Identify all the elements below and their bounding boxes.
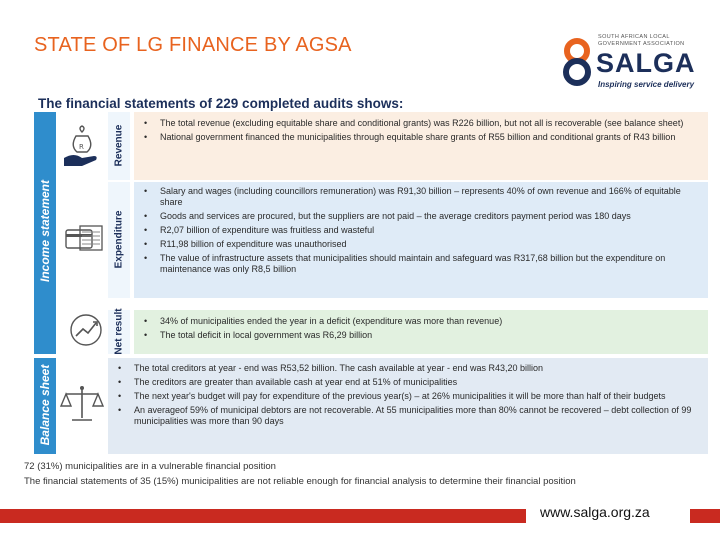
logo-wordmark: SALGA [596, 48, 696, 78]
cash-card-icon [64, 222, 106, 258]
balance-item: • The creditors are greater than available cash at year end at 51% of municipalities [112, 377, 700, 388]
headline: The financial statements of 229 completed audits shows: [38, 96, 404, 111]
revenue-box [134, 112, 708, 180]
money-bag-hand-icon [62, 124, 106, 168]
revenue-item: • The total revenue (excluding equitable share and conditional grants) was R226 billion, but not all is recoverable (see balance sheet) [138, 118, 700, 129]
net-result-box [134, 310, 708, 354]
net-result-label-text: Net result [113, 308, 125, 355]
expenditure-item: • The value of infrastructure assets that municipalities should maintain and safeguard was R317,68 billion but the expenditure on maintenance was only R8,5 billion [138, 253, 700, 275]
balance-sheet-label: Balance sheet [38, 364, 52, 446]
net-result-item: • 34% of municipalities ended the year in a deficit (expenditure was more than revenue) [138, 316, 700, 327]
reliability-summary: The financial statements of 35 (15%) municipalities are not reliable enough for financial analysis to determine their financial position [24, 476, 576, 487]
logo-small-text: SOUTH AFRICAN LOCAL GOVERNMENT ASSOCIATION [598, 34, 685, 47]
salga-logo [562, 34, 702, 94]
expenditure-item: • Goods and services are procured, but the suppliers are not paid – the average creditors payment period was 180 days [138, 211, 700, 222]
balance-sheet-bar [34, 358, 56, 454]
balance-scale-icon [60, 384, 104, 424]
net-result-item: • The total deficit in local government was R6,29 billion [138, 330, 700, 341]
balance-item: • The total creditors at year - end was R53,52 billion. The cash available at year - end was R43,20 billion [112, 363, 700, 374]
income-statement-bar [34, 112, 56, 354]
salga-s-mark-icon [562, 38, 592, 86]
vulnerable-summary: 72 (31%) municipalities are in a vulnerable financial position [24, 461, 276, 472]
expenditure-section-label [108, 182, 130, 298]
expenditure-item: • R11,98 billion of expenditure was unauthorised [138, 239, 700, 250]
footer-red-line-left [0, 509, 526, 523]
footer-red-line-right [690, 509, 720, 523]
svg-text:R: R [79, 143, 84, 151]
income-statement-label: Income statement [38, 179, 52, 283]
logo-tagline: Inspiring service delivery [598, 80, 695, 89]
revenue-item: • National government financed the municipalities through equitable share grants of R55 billion and conditional grants of R43 billion [138, 132, 700, 143]
slide-title: STATE OF LG FINANCE BY AGSA [34, 34, 352, 56]
expenditure-item: • R2,07 billion of expenditure was fruitless and wasteful [138, 225, 700, 236]
expenditure-label-text: Expenditure [113, 210, 125, 269]
net-result-section-label [108, 310, 130, 354]
growth-chart-icon [66, 310, 106, 350]
balance-sheet-box [108, 358, 708, 454]
expenditure-box [134, 182, 708, 298]
balance-item: • An averageof 59% of municipal debtors are not recoverable. At 55 municipalities more than 80% cannot be recovered – debt collection of 99 municipalities was more than 90 days [112, 405, 700, 427]
revenue-label-text: Revenue [113, 124, 125, 167]
balance-item: • The next year's budget will pay for expenditure of the previous year(s) – at 26% municipalities it will be more than half of their budgets [112, 391, 700, 402]
revenue-section-label [108, 112, 130, 180]
website-url[interactable]: www.salga.org.za [540, 504, 650, 520]
expenditure-item: • Salary and wages (including councillors remuneration) was R91,30 billion – represents 40% of own revenue and 166% of equitable share [138, 186, 700, 208]
